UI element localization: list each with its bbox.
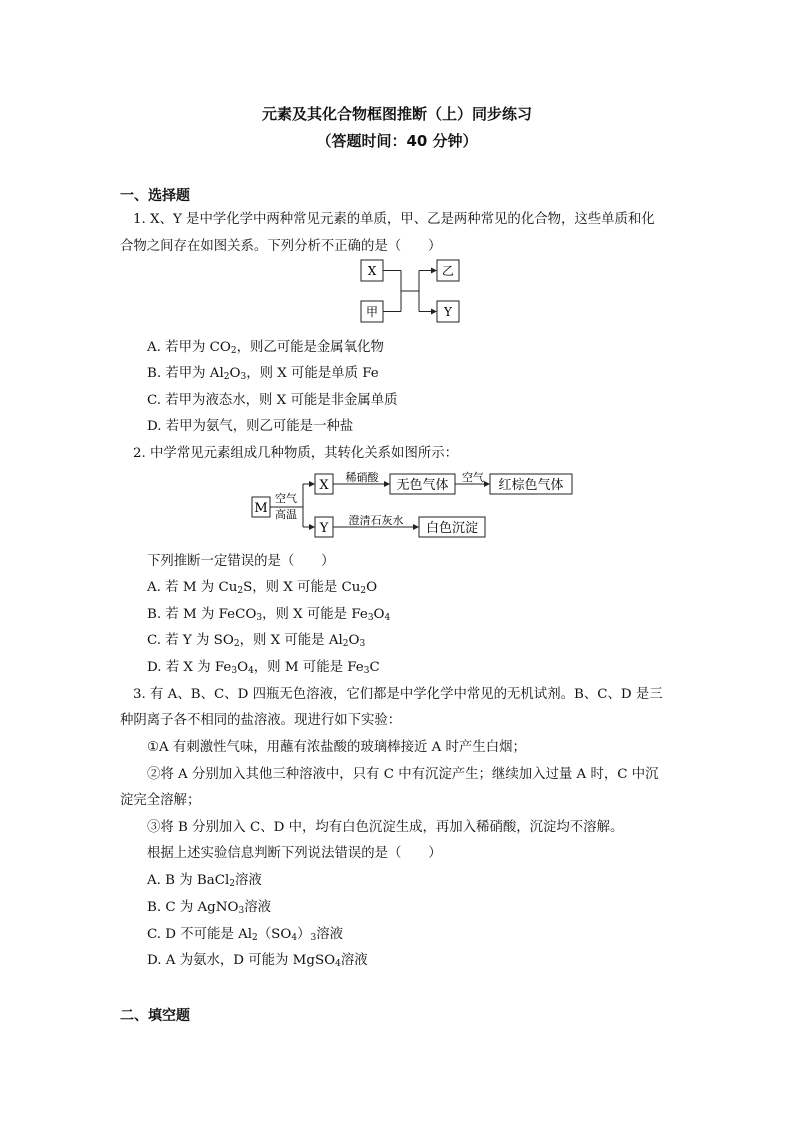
- q2-option-b: B. 若 M 为 FeCO$_3$，则 X 可能是 $Fe_3O_4$: [147, 607, 391, 623]
- q3-experiment-3: ③将 B 分别加入 C、D 中，均有白色沉淀生成，再加入稀硝酸，沉淀均不溶解。: [147, 820, 624, 835]
- q1-option-c: C. 若甲为液态水，则 X 可能是非金属单质: [147, 393, 398, 408]
- q1-label-y: Y: [444, 305, 452, 319]
- q2-cond-high-temp: 高温: [275, 508, 297, 521]
- q1-option-d: D. 若甲为氨气，则乙可能是一种盐: [147, 419, 354, 434]
- q3-option-b: B. C 为 AgNO$_3$溶液: [147, 900, 271, 916]
- q2-stem: 2. 中学常见元素组成几种物质，其转化关系如图所示：: [133, 446, 459, 461]
- section-heading-fill-in: 二、填空题: [120, 1008, 190, 1024]
- q2-cond-dilute-nitric: 稀硝酸: [345, 471, 379, 484]
- q3-option-d: D. A 为氨水，D 可能为 MgSO$_4$溶液: [147, 953, 368, 969]
- q2-prompt: 下列推断一定错误的是（ ）: [147, 554, 335, 569]
- q1-label-x: X: [367, 264, 377, 278]
- q2-label-red-brown-gas: 红棕色气体: [498, 478, 564, 493]
- q3-prompt: 根据上述实验信息判断下列说法错误的是（ ）: [147, 846, 442, 861]
- q2-reaction-diagram: [248, 470, 578, 544]
- q2-option-d: D. 若 X 为 $Fe_3O_4$，则 M 可能是 $Fe_3C$: [147, 660, 380, 676]
- page-subtitle: （答题时间：40 分钟）: [316, 132, 478, 150]
- q2-cond-air-2: 空气: [462, 471, 484, 484]
- q1-option-b: B. 若甲为 $Al_2O_3$，则 X 可能是单质 Fe: [147, 366, 379, 382]
- q2-label-colorless-gas: 无色气体: [396, 478, 449, 493]
- q3-experiment-2-line1: ②将 A 分别加入其他三种溶液中，只有 C 中有沉淀产生；继续加入过量 A 时，C 中沉: [147, 767, 659, 782]
- q3-stem-line2: 种阴离子各不相同的盐溶液。现进行如下实验：: [120, 713, 402, 728]
- q1-option-a: A. 若甲为 $CO_2$，则乙可能是金属氧化物: [147, 340, 384, 356]
- q3-experiment-2-line2: 淀完全溶解；: [120, 793, 201, 808]
- q2-label-y: Y: [319, 521, 329, 536]
- q2-label-white-ppt: 白色沉淀: [425, 521, 479, 536]
- q2-option-a: A. 若 M 为 $Cu_2S$，则 X 可能是 $Cu_2O$: [147, 580, 378, 596]
- q2-cond-air: 空气: [275, 492, 297, 505]
- q2-cond-lime-water: 澄清石灰水: [348, 514, 404, 527]
- q3-option-a: A. B 为 BaCl$_2$溶液: [147, 873, 262, 889]
- q3-experiment-1: ①A 有刺激性气味，用蘸有浓盐酸的玻璃棒接近 A 时产生白烟；: [147, 740, 526, 755]
- q3-stem-line1: 3. 有 A、B、C、D 四瓶无色溶液，它们都是中学化学中常见的无机试剂。B、C、D 是三: [133, 687, 663, 702]
- q1-reaction-diagram: [355, 256, 467, 330]
- q2-label-x: X: [319, 478, 329, 493]
- q1-label-yi: 乙: [441, 264, 455, 278]
- q2-option-c: C. 若 Y 为 $SO_2$，则 X 可能是 $Al_2O_3$: [147, 633, 366, 649]
- q1-stem-line2: 合物之间存在如图关系。下列分析不正确的是（ ）: [120, 239, 442, 254]
- q1-label-jia: 甲: [365, 305, 379, 319]
- page-title: 元素及其化合物框图推断（上）同步练习: [261, 105, 532, 123]
- section-heading-choice: 一、选择题: [120, 188, 190, 204]
- q1-stem-line1: 1. X、Y 是中学化学中两种常见元素的单质，甲、乙是两种常见的化合物，这些单质和化: [133, 212, 655, 227]
- q3-option-c: C. D 不可能是 $Al_2(SO_4)_3$溶液: [147, 927, 343, 943]
- q2-label-m: M: [254, 501, 268, 516]
